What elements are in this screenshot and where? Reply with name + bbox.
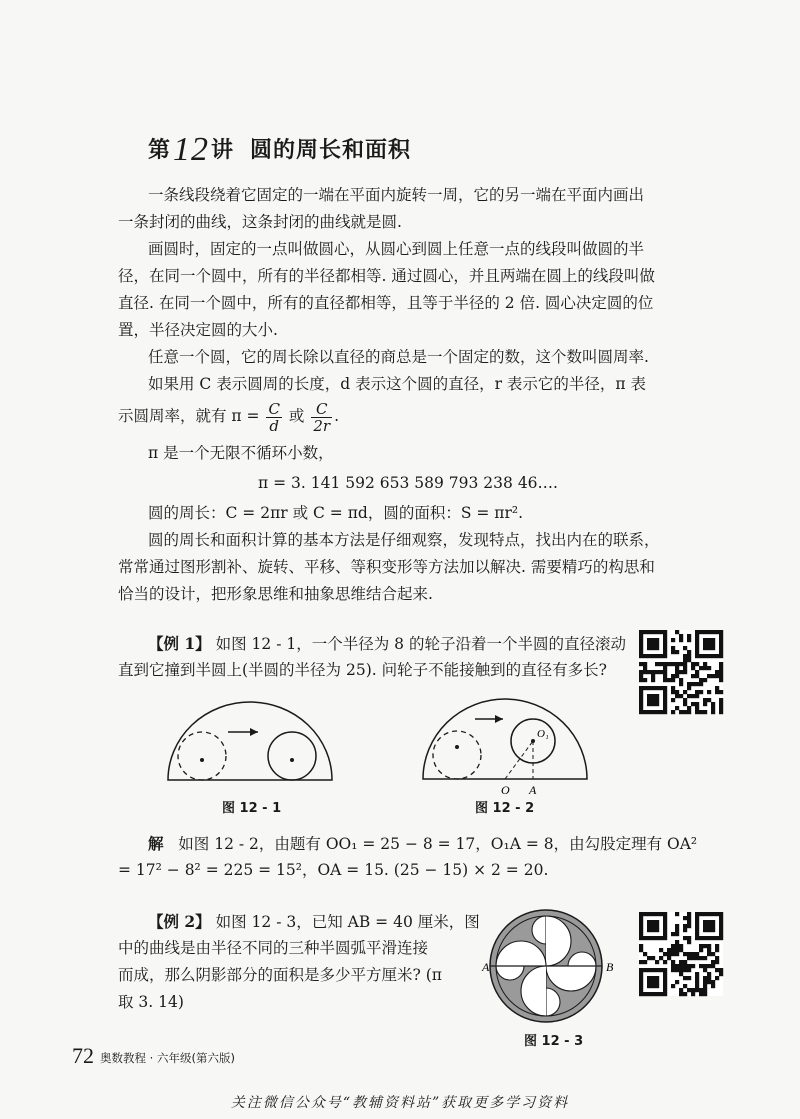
intro-p7-line2: 常常通过图形割补、旋转、平移、等积变形等方法加以解决. 需要精巧的构思和 bbox=[118, 558, 655, 576]
intro-p4-line1: 如果用 C 表示圆周的长度，d 表示这个圆的直径，r 表示它的半径，π 表 bbox=[148, 375, 647, 393]
figure-12-3 bbox=[482, 908, 612, 1028]
fraction-denominator: d bbox=[269, 416, 280, 435]
example2-text-line3: 而成，那么阴影部分的面积是多少平方厘米? (π bbox=[118, 966, 442, 984]
wheel-start-center bbox=[200, 758, 204, 762]
solution-label: 解 bbox=[148, 834, 164, 853]
lecture-title bbox=[148, 128, 411, 166]
segment-o-o1 bbox=[505, 741, 533, 779]
example1-text-line2: 直到它撞到半圆上(半圆的半径为 25). 问轮子不能接触到的直径有多长? bbox=[118, 661, 607, 679]
fraction-numerator: C bbox=[268, 399, 280, 418]
example1-line1 bbox=[148, 630, 626, 658]
intro-p1-line1: 一条线段绕着它固定的一端在平面内旋转一周，它的另一端在平面内画出 bbox=[148, 186, 645, 204]
example2-text-line1: 如图 12 - 3，已知 AB = 40 厘米，图 bbox=[215, 913, 480, 931]
qr-code-example2[interactable] bbox=[639, 912, 723, 996]
page-number: 72 bbox=[72, 1043, 94, 1068]
label-b: B bbox=[606, 960, 614, 974]
intro-p2-line3: 直径. 在同一个圆中，所有的直径都相等，且等于半径的 2 倍. 圆心决定圆的位 bbox=[118, 294, 654, 312]
fraction-c-over-d bbox=[266, 401, 281, 434]
pi-definition-text: 示圆周率，就有 π = bbox=[118, 407, 260, 425]
wheel-end bbox=[268, 732, 316, 780]
example2-line1 bbox=[148, 908, 480, 936]
title-suffix: 讲 bbox=[211, 137, 235, 163]
wheel-start-dashed bbox=[433, 731, 481, 779]
period: . bbox=[334, 407, 339, 425]
example1-text-line1: 如图 12 - 1，一个半径为 8 的轮子沿着一个半圆的直径滚动 bbox=[215, 635, 626, 653]
solution-text-line1: 如图 12 - 2，由题有 OO₁ = 25 − 8 = 17，O₁A = 8，由勾股定理有 OA² bbox=[178, 835, 698, 853]
figure-12-1 bbox=[160, 700, 340, 790]
semicircle bbox=[168, 702, 332, 780]
title-prefix: 第 bbox=[148, 137, 172, 163]
or-word: 或 bbox=[288, 407, 305, 425]
example1-label: 【例 1】 bbox=[148, 634, 211, 653]
wheel-start-dashed bbox=[178, 732, 226, 780]
figure-12-2-caption: 图 12 - 2 bbox=[475, 801, 535, 816]
figure-12-1-caption: 图 12 - 1 bbox=[222, 801, 282, 816]
pi-value: π = 3. 141 592 653 589 793 238 46…. bbox=[258, 474, 558, 492]
fraction-denominator: 2r bbox=[313, 416, 331, 435]
intro-p7-line3: 恰当的设计，把形象思维和抽象思维结合起来. bbox=[118, 585, 433, 603]
example2-label: 【例 2】 bbox=[148, 912, 211, 931]
solution-text-line2: = 17² − 8² = 225 = 15²，OA = 15. (25 − 15) × 2 = 20. bbox=[118, 861, 549, 879]
wheel-end-center bbox=[290, 758, 294, 762]
intro-p7-line1: 圆的周长和面积计算的基本方法是仔细观察，发现特点，找出内在的联系， bbox=[148, 531, 660, 549]
semicircle bbox=[423, 699, 587, 779]
intro-p3: 任意一个圆，它的周长除以直径的商总是一个固定的数，这个数叫圆周率. bbox=[148, 348, 649, 366]
example2-text-line4: 取 3. 14) bbox=[118, 993, 184, 1011]
intro-p2-line1: 画圆时，固定的一点叫做圆心，从圆心到圆上任意一点的线段叫做圆的半 bbox=[148, 240, 645, 258]
title-number: 12 bbox=[173, 131, 210, 168]
arrow-head-icon bbox=[495, 715, 503, 723]
label-a: A bbox=[529, 783, 537, 797]
wheel-start-center bbox=[455, 745, 459, 749]
title-topic: 圆的周长和面积 bbox=[250, 137, 412, 163]
book-title: 奥数教程 · 六年级(第六版) bbox=[100, 1051, 235, 1065]
intro-p4-line2 bbox=[118, 398, 339, 434]
solution-line1 bbox=[148, 830, 697, 858]
intro-p6: 圆的周长：C = 2πr 或 C = πd，圆的面积：S = πr². bbox=[148, 504, 524, 522]
qr-code-example1[interactable] bbox=[639, 630, 723, 714]
fraction-numerator: C bbox=[311, 401, 332, 418]
arrow-head-icon bbox=[250, 728, 258, 736]
example2-text-line2: 中的曲线是由半径不同的三种半圆弧平滑连接 bbox=[118, 939, 429, 957]
label-o1: O₁ bbox=[537, 728, 549, 740]
fraction-c-over-2r bbox=[311, 401, 332, 434]
intro-p2-line4: 置，半径决定圆的大小. bbox=[118, 321, 278, 339]
intro-p5: π 是一个无限不循环小数， bbox=[148, 444, 334, 462]
label-a: A bbox=[482, 960, 490, 974]
intro-p1-line2: 一条封闭的曲线，这条封闭的曲线就是圆. bbox=[118, 213, 402, 231]
label-o: O bbox=[501, 783, 510, 797]
watermark: 关注微信公众号“教辅资料站”获取更多学习资料 bbox=[230, 1095, 570, 1111]
figure-12-3-caption: 图 12 - 3 bbox=[524, 1034, 584, 1049]
intro-p2-line2: 径，在同一个圆中，所有的半径都相等. 通过圆心，并且两端在圆上的线段叫做 bbox=[118, 267, 655, 285]
figure-12-2 bbox=[415, 697, 595, 797]
